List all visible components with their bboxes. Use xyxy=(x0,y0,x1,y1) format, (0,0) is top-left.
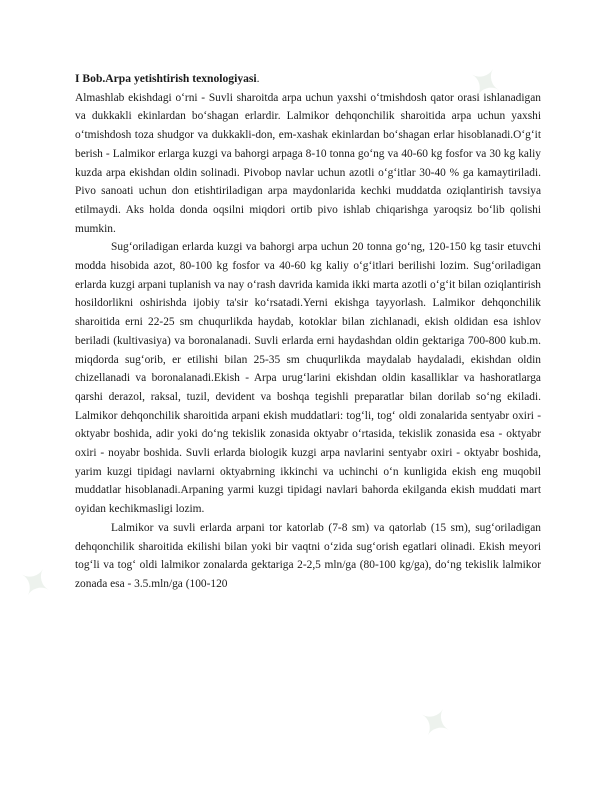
chapter-heading-period: . xyxy=(256,72,260,85)
watermark-mark-bottom: ✦ xyxy=(408,696,466,750)
watermark-mark-left: ✦ xyxy=(8,556,66,610)
paragraph-3: Lalmikor va suvli erlarda arpani tor katorlab (7-8 sm) va qatorlab (15 sm), sug‘oriladigan dehqonchilik sharoitida ekilishi bilan yoki bir vaqtni o‘zida sug‘orish egatlari olinadi. Ekish meyori tog‘li va tog‘ oldi lalmikor zonalarda gektariga 2-2,5 mln/ga (80-100 kg/ga), do‘ng tekislik lalmikor zonada esa - 3.5.mln/ga (100-120 xyxy=(75,521,541,590)
chapter-heading xyxy=(75,70,541,89)
watermark-mark-top: ✦ xyxy=(458,56,516,110)
paragraph-1: Almashlab ekishdagi o‘rni - Suvli sharoitda arpa uchun yaxshi o‘tmishdosh qator orasi ishlanadigan va dukkakli ekinlardan bo‘shagan erlardir. Lalmikor dehqonchilik sharoitida arpa uchun yaxshi o‘tmishdosh toza shudgor va dukkakli-don, em-xashak ekinlardan bo‘shagan erlar hisoblanadi.O‘g‘it berish - Lalmikor erlarga kuzgi va bahorgi arpaga 8-10 tonna go‘ng va 40-60 kg fosfor va 30 kg kaliy kuzda arpa ekishdan oldin solinadi. Pivobop navlar uchun azotli o‘g‘itlar 30-40 % ga kamaytiriladi. Pivo sanoati uchun don etishtiriladigan arpa maydonlarida kechki muddatda oziqlantirish tavsiya etilmaydi. Aks holda donda oqsilni miqdori ortib pivo ishlab chiqarishga yaroqsiz bo‘lib qolishi mumkin. xyxy=(75,91,541,235)
paragraph-2: Sug‘oriladigan erlarda kuzgi va bahorgi arpa uchun 20 tonna go‘ng, 120-150 kg tasir etuvchi modda hisobida azot, 80-100 kg fosfor va 40-60 kg kaliy o‘g‘itlari berilishi lozim. Sug‘oriladigan erlarda kuzgi arpani tuplanish va nay o‘rash davrida kamida ikki marta azotli o‘g‘it bilan oziqlantirish hosildorlikni oshirishda ijobiy ta'sir ko‘rsatadi.Yerni ekishga tayyorlash. Lalmikor dehqonchilik sharoitida erni 22-25 sm chuqurlikda haydab, kotoklar bilan zichlanadi, ekish oldidan esa ishlov beriladi (kultivasiya) va boronalanadi. Suvli erlarda erni haydashdan oldin gektariga 700-800 kub.m. miqdorda sug‘orib, er etilishi bilan 25-35 sm chuqurlikda maydalab haydaladi, ekishdan oldin chizellanadi va boronalanadi.Ekish - Arpa urug‘larini ekishdan oldin kasalliklar va hashoratlarga qarshi derazol, raksal, tuzil, devident va boshqa tegishli preparatlar bilan dorilab so‘ng ekiladi. Lalmikor dehqonchilik sharoitida arpani ekish muddatlari: tog‘li, tog‘ oldi zonalarida sentyabr oxiri - oktyabr boshida, adir yoki do‘ng tekislik zonasida oktyabr o‘rtasida, tekislik zonasida esa - oktyabr oxiri - noyabr boshida. Suvli erlarda biologik kuzgi arpa navlarini sentyabr oxiri - oktyabr boshida, yarim kuzgi tipidagi navlarni oktyabrning ikkinchi va uchinchi o‘n kunligida ekish eng muqobil muddatlar hisoblanadi.Arpaning yarmi kuzgi tipidagi navlari bahorda ekilganda ekish muddati mart oyidan kechikmasligi lozim. xyxy=(75,241,541,516)
document-page xyxy=(75,70,541,594)
chapter-heading-text: I Bob.Arpa yetishtirish texnologiyasi xyxy=(75,72,257,85)
